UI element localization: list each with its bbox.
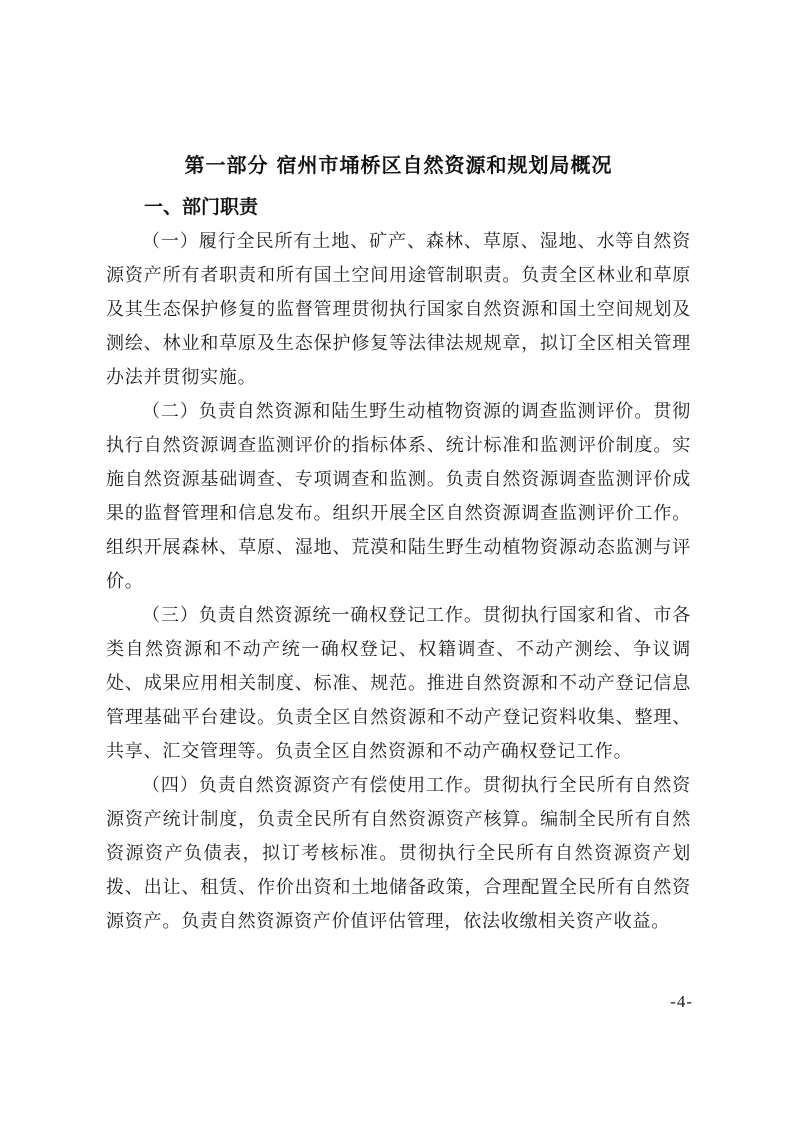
paragraph-duty-1: （一）履行全民所有土地、矿产、森林、草原、湿地、水等自然资源资产所有者职责和所有国土空间用途管制职责。负责全区林业和草原及其生态保护修复的监督管理贯彻执行国家自然资源和国土空间规划及测绘、林业和草原及生态保护修复等法律法规规章，拟订全区相关管理办法并贯彻实施。: [106, 231, 691, 387]
paragraph-duty-3: （三）负责自然资源统一确权登记工作。贯彻执行国家和省、市各类自然资源和不动产统一确权登记、权籍调查、不动产测绘、争议调处、成果应用相关制度、标准、规范。推进自然资源和不动产登记信息管理基础平台建设。负责全区自然资源和不动产登记资料收集、整理、共享、汇交管理等。负责全区自然资源和不动产确权登记工作。: [106, 605, 691, 761]
paragraph-duty-2: （二）负责自然资源和陆生野生动植物资源的调查监测评价。贯彻执行自然资源调查监测评价的指标体系、统计标准和监测评价制度。实施自然资源基础调查、专项调查和监测。负责自然资源调查监测评价成果的监督管理和信息发布。组织开展全区自然资源调查监测评价工作。组织开展森林、草原、湿地、荒漠和陆生野生动植物资源动态监测与评价。: [106, 401, 691, 591]
document-content: [106, 150, 691, 938]
page-title: 第一部分 宿州市埇桥区自然资源和规划局概况: [184, 153, 613, 177]
paragraph-duty-4: （四）负责自然资源资产有偿使用工作。贯彻执行全民所有自然资源资产统计制度，负责全民所有自然资源资产核算。编制全民所有自然资源资产负债表，拟订考核标准。贯彻执行全民所有自然资源资产划拨、出让、租赁、作价出资和土地储备政策，合理配置全民所有自然资源资产。负责自然资源资产价值评估管理，依法收缴相关资产收益。: [106, 775, 691, 931]
section-heading: 一、部门职责: [144, 196, 259, 218]
page-number: -4-: [670, 992, 693, 1011]
